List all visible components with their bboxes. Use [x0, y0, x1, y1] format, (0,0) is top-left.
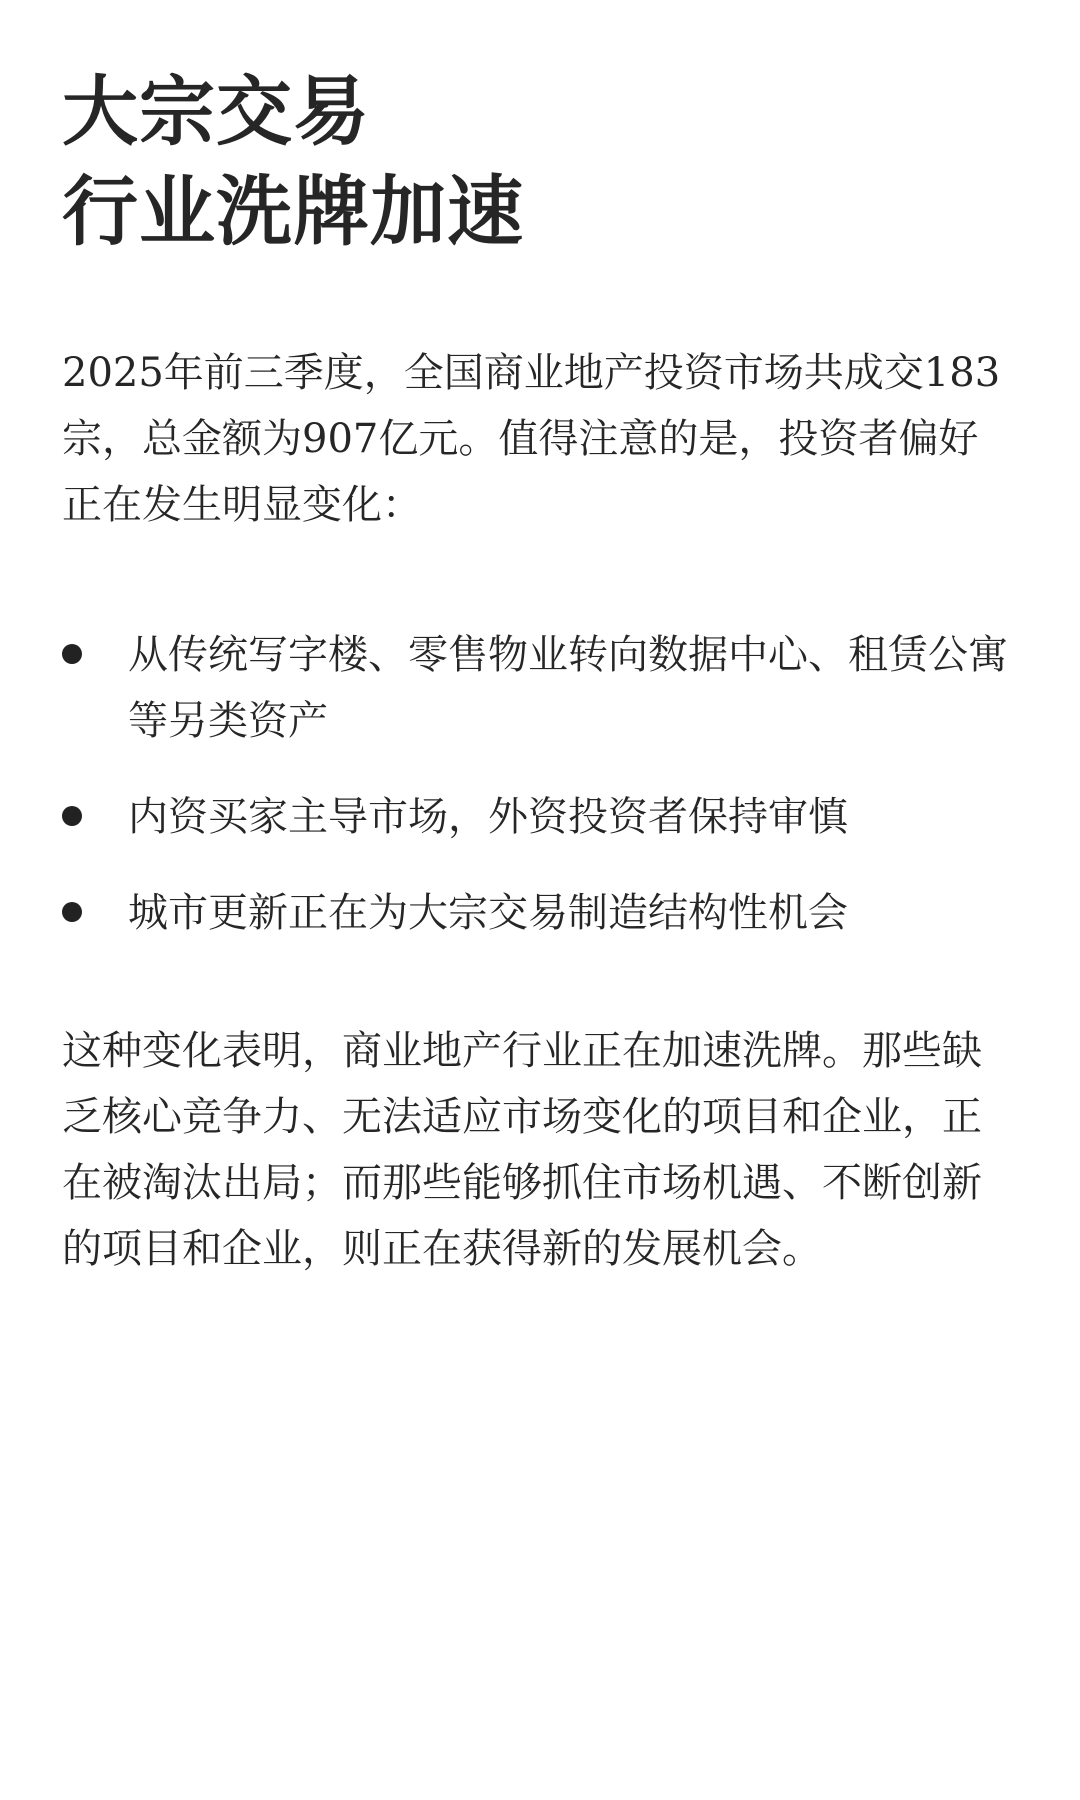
bullet-dot-icon	[62, 902, 82, 922]
bullet-text: 内资买家主导市场，外资投资者保持审慎	[128, 794, 848, 840]
bullet-text: 从传统写字楼、零售物业转向数据中心、租赁公寓等另类资产	[128, 632, 1008, 744]
bullet-list	[62, 622, 1020, 946]
page-title	[62, 62, 1020, 262]
intro-paragraph: 2025年前三季度，全国商业地产投资市场共成交183宗，总金额为907亿元。值得注意的是，投资者偏好正在发生明显变化：	[62, 350, 1001, 528]
title-line-1: 大宗交易	[62, 67, 370, 156]
bullet-item	[62, 622, 1030, 754]
bullet-dot-icon	[62, 644, 82, 664]
title-line-2: 行业洗牌加速	[62, 167, 524, 256]
bullet-dot-icon	[62, 806, 82, 826]
conclusion-paragraph: 这种变化表明，商业地产行业正在加速洗牌。那些缺乏核心竞争力、无法适应市场变化的项目和企业，正在被淘汰出局；而那些能够抓住市场机遇、不断创新的项目和企业，则正在获得新的发展机会。	[62, 1028, 982, 1272]
bullet-item	[62, 784, 1030, 850]
bullet-item	[62, 880, 1030, 946]
bullet-text: 城市更新正在为大宗交易制造结构性机会	[128, 890, 848, 936]
